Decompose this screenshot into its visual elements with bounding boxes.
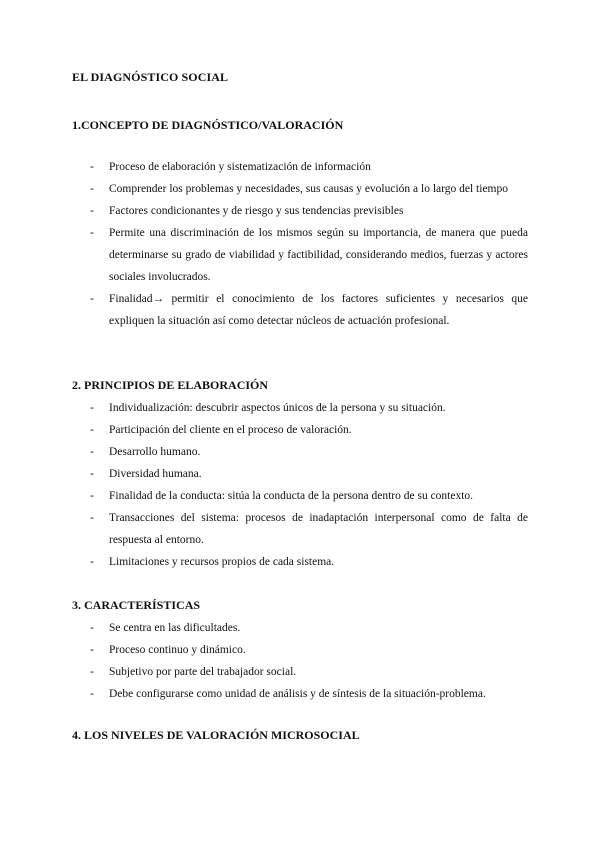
list-item: - Finalidad de la conducta: sitúa la conducta de la persona dentro de su contexto. <box>90 490 474 502</box>
list-item: - Finalidad→ permitir el conocimiento de los factores suficientes y necesarios que expliquen la situación así como detectar núcleos de actuación profesional. <box>90 293 528 327</box>
section-1-heading: 1.CONCEPTO DE DIAGNÓSTICO/VALORACIÓN <box>72 118 344 132</box>
section-2-heading: 2. PRINCIPIOS DE ELABORACIÓN <box>72 378 269 392</box>
list-item: - Transacciones del sistema: procesos de inadaptación interpersonal como de falta de respuesta al entorno. <box>90 512 528 546</box>
list-item: - Desarrollo humano. <box>90 446 201 458</box>
section-3-list <box>72 617 528 705</box>
list-item: - Factores condicionantes y de riesgo y sus tendencias previsibles <box>90 205 404 217</box>
list-item: - Participación del cliente en el proceso de valoración. <box>90 424 352 436</box>
list-item: - Subjetivo por parte del trabajador social. <box>90 666 297 678</box>
section-4-heading: 4. LOS NIVELES DE VALORACIÓN MICROSOCIAL <box>72 728 360 742</box>
list-item: - Proceso de elaboración y sistematización de información <box>90 161 371 173</box>
list-item: - Se centra en las dificultades. <box>90 622 241 634</box>
document-title: EL DIAGNÓSTICO SOCIAL <box>72 70 229 84</box>
section-2-list <box>72 397 528 573</box>
list-item: - Debe configurarse como unidad de análisis y de síntesis de la situación-problema. <box>90 688 486 700</box>
list-item: - Limitaciones y recursos propios de cada sistema. <box>90 556 335 568</box>
list-item: - Diversidad humana. <box>90 468 202 480</box>
section-1-list <box>72 156 528 332</box>
list-item: - Permite una discriminación de los mismos según su importancia, de manera que pueda determinarse su grado de viabilidad y factibilidad, considerando medios, fuerzas y actores sociales involucrados. <box>90 227 528 283</box>
list-item: - Individualización: descubrir aspectos únicos de la persona y su situación. <box>90 402 446 414</box>
list-item: - Proceso continuo y dinámico. <box>90 644 246 656</box>
list-item: - Comprender los problemas y necesidades, sus causas y evolución a lo largo del tiempo <box>90 183 508 195</box>
section-3-heading: 3. CARACTERÍSTICAS <box>72 598 201 612</box>
